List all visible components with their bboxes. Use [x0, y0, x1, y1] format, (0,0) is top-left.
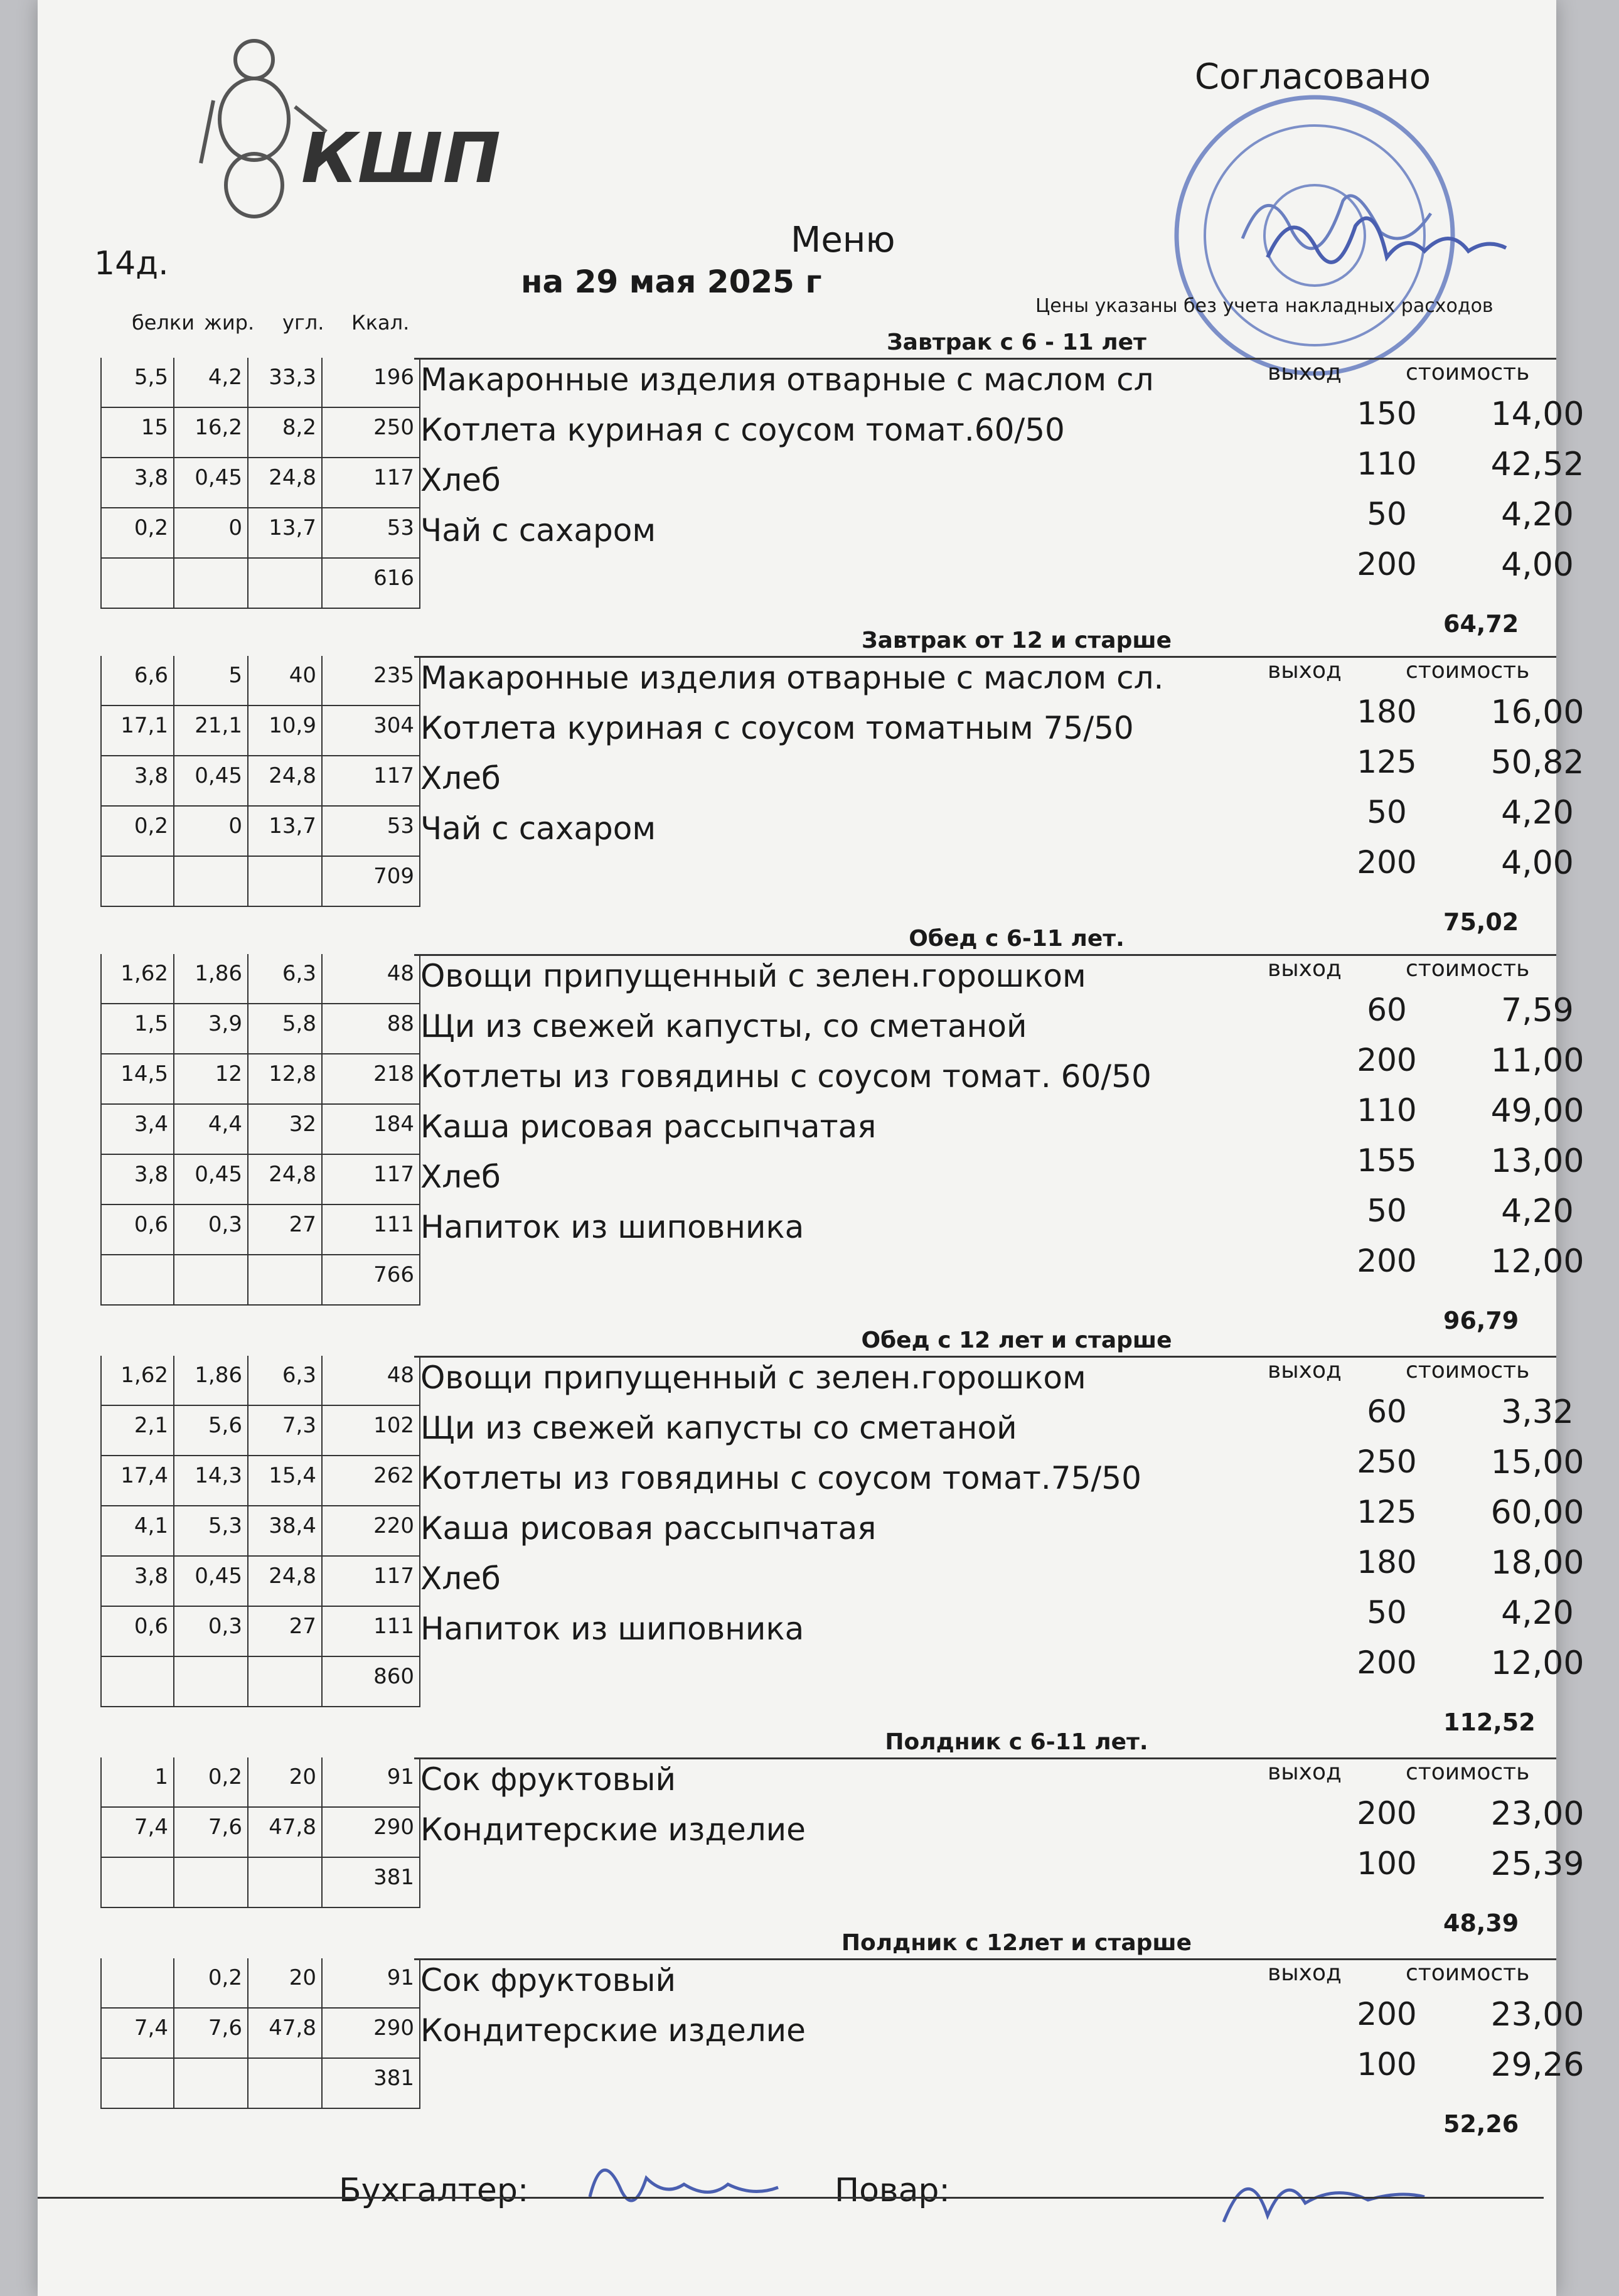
- fat-cell: 0,3: [174, 1607, 248, 1657]
- yield-value: 200: [1357, 1795, 1417, 1832]
- kcal-cell: 290: [323, 1808, 420, 1858]
- dish-name: Каша рисовая рассыпчатая: [420, 1510, 877, 1547]
- protein-cell: 1: [100, 1757, 174, 1808]
- yield-header: выход: [1268, 1960, 1342, 1986]
- accountant-label: Бухгалтер:: [339, 2172, 529, 2209]
- cost-total: 64,72: [1443, 610, 1519, 638]
- cost-total: 75,02: [1443, 908, 1519, 936]
- doc-number: 14д.: [94, 245, 169, 282]
- kcal-cell: 48: [323, 954, 420, 1004]
- kcal-cell: 102: [323, 1406, 420, 1456]
- carbs-cell: 13,7: [248, 508, 323, 559]
- protein-cell: 3,8: [100, 1557, 174, 1607]
- cost-value: 4,00: [1501, 546, 1574, 584]
- section-title-snack-12: Полдник с 12лет и старше: [841, 1930, 1192, 1956]
- page-title: Меню: [791, 220, 895, 260]
- cost-value: 50,82: [1490, 744, 1584, 781]
- kcal-cell: 111: [323, 1205, 420, 1255]
- dish-name: Чай с сахаром: [420, 810, 656, 847]
- section-title-breakfast-6-11: Завтрак с 6 - 11 лет: [887, 330, 1146, 355]
- cost-total: 48,39: [1443, 1909, 1519, 1937]
- col-header-protein: белки: [132, 311, 195, 335]
- protein-cell: 5,5: [100, 358, 174, 408]
- carbs-cell: 24,8: [248, 458, 323, 508]
- kcal-total-row: [100, 1858, 1550, 1908]
- fat-cell: 0,45: [174, 1155, 248, 1205]
- yield-value: 100: [1357, 1845, 1417, 1882]
- yield-value: 200: [1357, 1042, 1417, 1078]
- cost-value: 12,00: [1490, 1243, 1584, 1280]
- yield-value: 60: [1367, 1393, 1407, 1430]
- yield-header: выход: [1268, 360, 1342, 385]
- cost-value: 4,20: [1501, 496, 1574, 534]
- carbs-cell: 10,9: [248, 706, 323, 756]
- yield-value: 200: [1357, 1243, 1417, 1279]
- cook-signature-icon: [1211, 2147, 1437, 2234]
- yield-value: 200: [1357, 546, 1417, 582]
- cost-value: 4,20: [1501, 1193, 1574, 1230]
- cost-value: 16,00: [1490, 694, 1584, 731]
- kcal-total: 616: [323, 559, 420, 609]
- dish-name: Котлеты из говядины с соусом томат. 60/50: [420, 1058, 1151, 1095]
- kcal-cell: 91: [323, 1757, 420, 1808]
- dish-name: Сок фруктовый: [420, 1962, 676, 1998]
- kcal-cell: 220: [323, 1506, 420, 1557]
- protein-cell: 17,1: [100, 706, 174, 756]
- dish-name: Хлеб: [420, 760, 501, 797]
- carbs-cell: 12,8: [248, 1054, 323, 1105]
- dish-name: Сок фруктовый: [420, 1761, 676, 1798]
- dish-name: Каша рисовая рассыпчатая: [420, 1108, 877, 1145]
- section-title-lunch-6-11: Обед с 6-11 лет.: [909, 926, 1125, 952]
- yield-value: 125: [1357, 744, 1417, 780]
- fat-cell: 5,3: [174, 1506, 248, 1557]
- carbs-cell: 13,7: [248, 807, 323, 857]
- fat-cell: 4,4: [174, 1105, 248, 1155]
- approved-label: Согласовано: [1194, 56, 1431, 97]
- dish-name: Котлета куриная с соусом томат.60/50: [420, 412, 1065, 448]
- dish-name: Овощи припущенный с зелен.горошком: [420, 1360, 1086, 1396]
- fat-cell: 4,2: [174, 358, 248, 408]
- cost-total: 96,79: [1443, 1307, 1519, 1334]
- dish-name: Напиток из шиповника: [420, 1209, 804, 1245]
- yield-value: 180: [1357, 694, 1417, 730]
- carbs-cell: 47,8: [248, 2009, 323, 2059]
- dish-name: Щи из свежей капусты со сметаной: [420, 1410, 1017, 1446]
- fat-cell: 1,86: [174, 954, 248, 1004]
- dish-name: Котлета куриная с соусом томатным 75/50: [420, 710, 1134, 746]
- kcal-cell: 117: [323, 1557, 420, 1607]
- protein-cell: 7,4: [100, 2009, 174, 2059]
- yield-value: 50: [1367, 1594, 1407, 1631]
- cost-header: стоимость: [1406, 1960, 1530, 1986]
- fat-cell: 0,2: [174, 1757, 248, 1808]
- kcal-cell: 117: [323, 458, 420, 508]
- dish-name: Хлеб: [420, 462, 501, 498]
- dish-name: Щи из свежей капусты, со сметаной: [420, 1008, 1027, 1044]
- cost-header: стоимость: [1406, 956, 1530, 982]
- carbs-cell: 38,4: [248, 1506, 323, 1557]
- kcal-total-row: [100, 1255, 1550, 1306]
- kcal-total: 381: [323, 1858, 420, 1908]
- yield-header: выход: [1268, 658, 1342, 684]
- yield-header: выход: [1268, 1759, 1342, 1785]
- cost-value: 18,00: [1490, 1544, 1584, 1582]
- section-title-snack-6-11: Полдник с 6-11 лет.: [885, 1729, 1148, 1755]
- kcal-cell: 304: [323, 706, 420, 756]
- kcal-total-row: [100, 1657, 1550, 1707]
- protein-cell: 3,8: [100, 756, 174, 807]
- kcal-total: 766: [323, 1255, 420, 1306]
- carbs-cell: 27: [248, 1607, 323, 1657]
- dish-name: Макаронные изделия отварные с маслом сл: [420, 362, 1154, 398]
- dish-name: Кондитерские изделие: [420, 1811, 806, 1848]
- cost-value: 23,00: [1490, 1996, 1584, 2034]
- fat-cell: 0: [174, 807, 248, 857]
- yield-value: 50: [1367, 794, 1407, 830]
- carbs-cell: 6,3: [248, 954, 323, 1004]
- protein-cell: 1,5: [100, 1004, 174, 1054]
- yield-value: 155: [1357, 1142, 1417, 1179]
- cost-value: 42,52: [1490, 446, 1584, 483]
- protein-cell: [100, 1958, 174, 2009]
- kcal-cell: 290: [323, 2009, 420, 2059]
- col-header-carbs: угл.: [282, 311, 324, 335]
- kcal-cell: 250: [323, 408, 420, 458]
- yield-header: выход: [1268, 956, 1342, 982]
- carbs-cell: 20: [248, 1757, 323, 1808]
- kcal-cell: 88: [323, 1004, 420, 1054]
- cost-header: стоимость: [1406, 658, 1530, 684]
- cook-label: Повар:: [835, 2172, 950, 2209]
- section-title-breakfast-12: Завтрак от 12 и старше: [862, 628, 1172, 653]
- kcal-total-row: [100, 2059, 1550, 2109]
- yield-value: 200: [1357, 844, 1417, 881]
- yield-value: 110: [1357, 446, 1417, 482]
- cost-value: 3,32: [1501, 1393, 1574, 1431]
- kcal-cell: 262: [323, 1456, 420, 1506]
- protein-cell: 0,2: [100, 807, 174, 857]
- carbs-cell: 8,2: [248, 408, 323, 458]
- dish-name: Овощи припущенный с зелен.горошком: [420, 958, 1086, 994]
- carbs-cell: 24,8: [248, 756, 323, 807]
- protein-cell: 0,6: [100, 1607, 174, 1657]
- footer-line: [38, 2197, 1544, 2199]
- kcal-total: 709: [323, 857, 420, 907]
- cost-header: стоимость: [1406, 1759, 1530, 1785]
- fat-cell: 5: [174, 656, 248, 706]
- kcal-total-row: [100, 559, 1550, 609]
- cost-value: 25,39: [1490, 1845, 1584, 1883]
- cost-value: 60,00: [1490, 1494, 1584, 1532]
- protein-cell: 1,62: [100, 1356, 174, 1406]
- fat-cell: 7,6: [174, 2009, 248, 2059]
- cost-header: стоимость: [1406, 1358, 1530, 1383]
- carbs-cell: 47,8: [248, 1808, 323, 1858]
- yield-value: 150: [1357, 395, 1417, 432]
- dish-name: Макаронные изделия отварные с маслом сл.: [420, 660, 1164, 696]
- yield-value: 50: [1367, 496, 1407, 532]
- dish-name: Кондитерские изделие: [420, 2012, 806, 2049]
- cost-value: 14,00: [1490, 395, 1584, 433]
- section-title-lunch-12: Обед с 12 лет и старше: [861, 1328, 1172, 1353]
- cost-value: 15,00: [1490, 1444, 1584, 1481]
- col-header-kcal: Ккал.: [351, 311, 410, 335]
- kcal-cell: 53: [323, 807, 420, 857]
- protein-cell: 14,5: [100, 1054, 174, 1105]
- kcal-cell: 117: [323, 756, 420, 807]
- carbs-cell: 6,3: [248, 1356, 323, 1406]
- carbs-cell: 24,8: [248, 1557, 323, 1607]
- protein-cell: 0,6: [100, 1205, 174, 1255]
- logo-text: КШП: [301, 118, 501, 198]
- dish-name: Напиток из шиповника: [420, 1611, 804, 1647]
- protein-cell: 0,2: [100, 508, 174, 559]
- carbs-cell: 20: [248, 1958, 323, 2009]
- kcal-total: 860: [323, 1657, 420, 1707]
- protein-cell: 3,8: [100, 1155, 174, 1205]
- kcal-cell: 218: [323, 1054, 420, 1105]
- fat-cell: 12: [174, 1054, 248, 1105]
- cost-value: 49,00: [1490, 1092, 1584, 1130]
- approval-signature-icon: [1255, 188, 1519, 289]
- yield-header: выход: [1268, 1358, 1342, 1383]
- kcal-total: 381: [323, 2059, 420, 2109]
- fat-cell: 0,3: [174, 1205, 248, 1255]
- yield-value: 180: [1357, 1544, 1417, 1580]
- cost-total: 112,52: [1443, 1709, 1536, 1736]
- cost-header: стоимость: [1406, 360, 1530, 385]
- menu-date: на 29 мая 2025 г: [521, 264, 822, 300]
- fat-cell: 14,3: [174, 1456, 248, 1506]
- carbs-cell: 32: [248, 1105, 323, 1155]
- carbs-cell: 15,4: [248, 1456, 323, 1506]
- cost-value: 11,00: [1490, 1042, 1584, 1080]
- dish-name: Чай с сахаром: [420, 512, 656, 549]
- kcal-cell: 184: [323, 1105, 420, 1155]
- fat-cell: 1,86: [174, 1356, 248, 1406]
- yield-value: 110: [1357, 1092, 1417, 1129]
- fat-cell: 21,1: [174, 706, 248, 756]
- yield-value: 200: [1357, 1996, 1417, 2032]
- kcal-cell: 48: [323, 1356, 420, 1406]
- fat-cell: 0,2: [174, 1958, 248, 2009]
- yield-value: 60: [1367, 992, 1407, 1028]
- protein-cell: 7,4: [100, 1808, 174, 1858]
- cost-value: 29,26: [1490, 2046, 1584, 2084]
- menu-sheet: [38, 0, 1584, 2296]
- carbs-cell: 40: [248, 656, 323, 706]
- fat-cell: 5,6: [174, 1406, 248, 1456]
- fat-cell: 3,9: [174, 1004, 248, 1054]
- dish-name: Котлеты из говядины с соусом томат.75/50: [420, 1460, 1141, 1496]
- carbs-cell: 24,8: [248, 1155, 323, 1205]
- protein-cell: 3,4: [100, 1105, 174, 1155]
- protein-cell: 4,1: [100, 1506, 174, 1557]
- kcal-cell: 111: [323, 1607, 420, 1657]
- fat-cell: 16,2: [174, 408, 248, 458]
- kcal-total-row: [100, 857, 1550, 907]
- carbs-cell: 5,8: [248, 1004, 323, 1054]
- protein-cell: 15: [100, 408, 174, 458]
- cost-value: 23,00: [1490, 1795, 1584, 1833]
- cost-value: 7,59: [1501, 992, 1574, 1029]
- cost-value: 4,20: [1501, 1594, 1574, 1632]
- dish-name: Хлеб: [420, 1159, 501, 1195]
- prices-note: Цены указаны без учета накладных расходов: [1035, 295, 1493, 317]
- carbs-cell: 33,3: [248, 358, 323, 408]
- kshp-logo-icon: [195, 25, 501, 232]
- protein-cell: 6,6: [100, 656, 174, 706]
- accountant-signature-icon: [577, 2140, 791, 2222]
- cost-value: 13,00: [1490, 1142, 1584, 1180]
- protein-cell: 1,62: [100, 954, 174, 1004]
- cost-value: 4,00: [1501, 844, 1574, 882]
- protein-cell: 2,1: [100, 1406, 174, 1456]
- kcal-cell: 117: [323, 1155, 420, 1205]
- kcal-cell: 91: [323, 1958, 420, 2009]
- col-header-fat: жир.: [204, 311, 255, 335]
- yield-value: 50: [1367, 1193, 1407, 1229]
- yield-value: 125: [1357, 1494, 1417, 1530]
- protein-cell: 3,8: [100, 458, 174, 508]
- cost-value: 4,20: [1501, 794, 1574, 832]
- carbs-cell: 27: [248, 1205, 323, 1255]
- fat-cell: 7,6: [174, 1808, 248, 1858]
- fat-cell: 0,45: [174, 458, 248, 508]
- cost-value: 12,00: [1490, 1644, 1584, 1682]
- kcal-cell: 196: [323, 358, 420, 408]
- fat-cell: 0: [174, 508, 248, 559]
- kcal-cell: 53: [323, 508, 420, 559]
- yield-value: 100: [1357, 2046, 1417, 2083]
- dish-name: Хлеб: [420, 1560, 501, 1597]
- yield-value: 200: [1357, 1644, 1417, 1681]
- yield-value: 250: [1357, 1444, 1417, 1480]
- kcal-cell: 235: [323, 656, 420, 706]
- cost-total: 52,26: [1443, 2110, 1519, 2138]
- protein-cell: 17,4: [100, 1456, 174, 1506]
- fat-cell: 0,45: [174, 756, 248, 807]
- fat-cell: 0,45: [174, 1557, 248, 1607]
- carbs-cell: 7,3: [248, 1406, 323, 1456]
